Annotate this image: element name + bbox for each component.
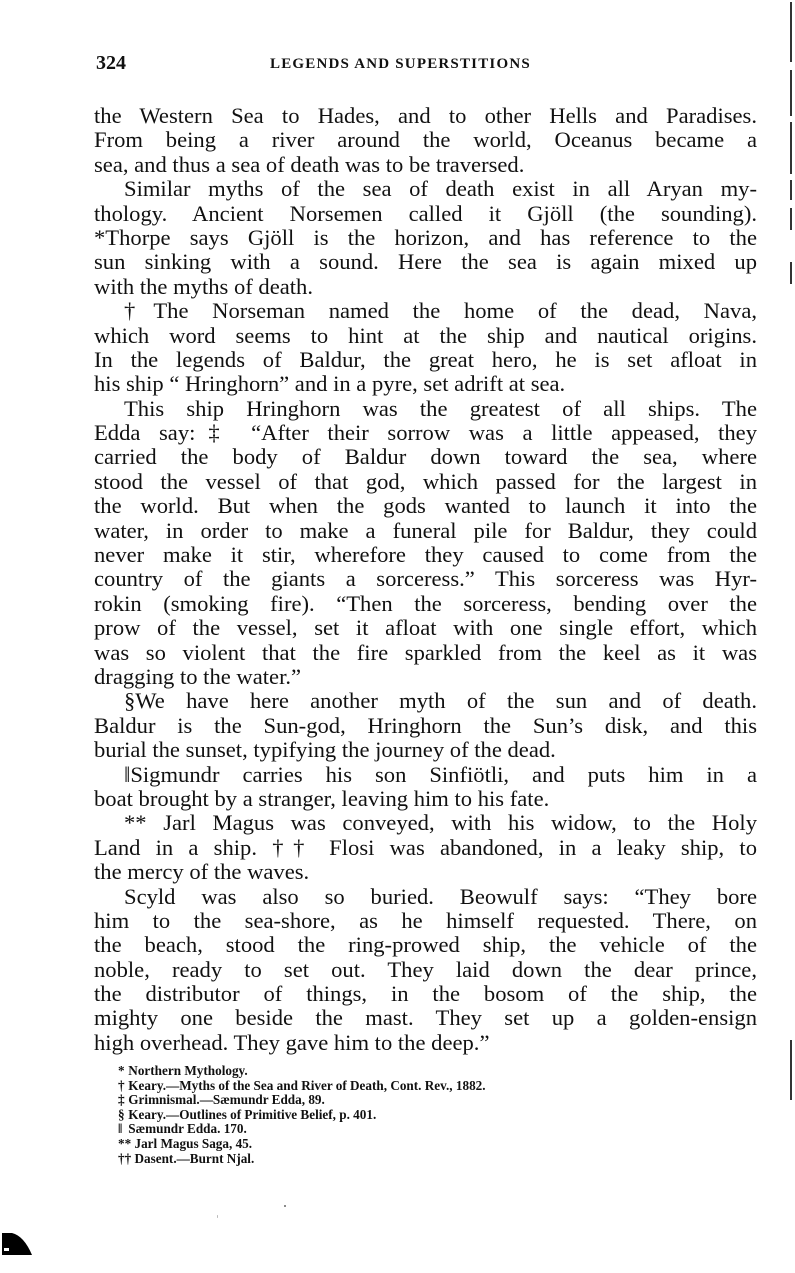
text-line: prow of the vessel, set it afloat with one single effort, which <box>94 615 757 641</box>
footnote-4 <box>118 1108 486 1123</box>
text-line: From being a river around the world, Oceanus became a <box>94 127 757 153</box>
text-line: §We have here another myth of the sun and of death. <box>124 688 757 714</box>
footnote-marker: ‖ <box>118 1121 123 1137</box>
text-line: Scyld was also so buried. Beowulf says: “They bore <box>124 883 757 909</box>
footnote-text: Jarl Magus Saga, 45. <box>134 1135 253 1151</box>
footnote-6 <box>118 1137 486 1152</box>
footnote-2 <box>118 1079 486 1094</box>
text-line: the mercy of the waves. <box>94 859 310 885</box>
text-line: Baldur is the Sun-god, Hringhorn the Sun’s disk, and this <box>94 712 757 738</box>
text-line: *Thorpe says Gjöll is the horizon, and has reference to the <box>94 224 757 250</box>
footnote-7 <box>118 1152 486 1167</box>
text-line: high overhead. They gave him to the deep.” <box>94 1029 490 1055</box>
text-line: ‖Sigmundr carries his son Sinfiötli, and puts him in a <box>124 761 757 787</box>
text-line: This ship Hringhorn was the greatest of all ships. The <box>124 395 757 421</box>
scan-speck <box>217 1215 218 1218</box>
footnote-marker: † <box>118 1077 125 1093</box>
footnotes <box>118 1064 486 1166</box>
footnote-3 <box>118 1093 486 1108</box>
footnote-text: Northern Mythology. <box>128 1063 248 1078</box>
text-line: Edda say:‡ “After their sorrow was a little appeased, they <box>94 420 757 446</box>
text-line: was so violent that the fire sparkled from the keel as it was <box>94 639 757 665</box>
footnote-marker: * <box>118 1063 125 1078</box>
text-line: ** Jarl Magus was conveyed, with his widow, to the Holy <box>124 810 757 836</box>
text-line: rokin (smoking fire). “Then the sorceress, bending over the <box>94 590 757 616</box>
footnote-1 <box>118 1064 486 1079</box>
footnote-text: Grimnismal.—Sæmundr Edda, 89. <box>128 1092 325 1108</box>
footnote-marker: †† <box>118 1150 132 1166</box>
running-head <box>96 52 756 78</box>
footnote-marker: ‡ <box>118 1092 125 1108</box>
text-line: which word seems to hint at the ship and nautical origins. <box>94 322 757 348</box>
scan-corner-mark-icon <box>2 1233 48 1255</box>
text-line: sun sinking with a sound. Here the sea is again mixed up <box>94 249 757 275</box>
text-line: noble, ready to set out. They laid down the dear prince, <box>94 956 757 982</box>
text-line: carried the body of Baldur down toward the sea, where <box>94 444 757 470</box>
text-line: water, in order to make a funeral pile for Baldur, they could <box>94 517 757 543</box>
footnote-5 <box>118 1122 486 1137</box>
text-line: the world. But when the gods wanted to launch it into the <box>94 493 757 519</box>
footnote-marker: § <box>118 1106 125 1122</box>
footnote-text: Sæmundr Edda. 170. <box>128 1121 247 1137</box>
text-line: mighty one beside the mast. They set up a golden-ensign <box>94 1005 757 1031</box>
text-line: burial the sunset, typifying the journey of the dead. <box>94 737 556 763</box>
text-line: the distributor of things, in the bosom of the ship, the <box>94 981 757 1007</box>
running-title: LEGENDS AND SUPERSTITIONS <box>270 56 531 72</box>
text-line: his ship “ Hringhorn” and in a pyre, set adrift at sea. <box>94 371 566 397</box>
text-line: the beach, stood the ring-prowed ship, the vehicle of the <box>94 932 757 958</box>
footnote-text: Keary.—Outlines of Primitive Belief, p. 401. <box>128 1106 377 1122</box>
footnote-text: Keary.—Myths of the Sea and River of Death, Cont. Rev., 1882. <box>128 1077 486 1093</box>
text-line: sea, and thus a sea of death was to be traversed. <box>94 151 525 177</box>
text-line: with the myths of death. <box>94 273 313 299</box>
text-line: Land in a ship. †† Flosi was abandoned, in a leaky ship, to <box>94 834 757 860</box>
text-line: In the legends of Baldur, the great hero, he is set afloat in <box>94 346 757 372</box>
text-line: never make it stir, wherefore they caused to come from the <box>94 542 757 568</box>
page-edge-line <box>790 0 792 1120</box>
text-line: †The Norseman named the home of the dead, Nava, <box>124 298 757 324</box>
text-line: thology. Ancient Norsemen called it Gjöll (the sounding). <box>94 200 757 226</box>
text-line: him to the sea-shore, as he himself requested. There, on <box>94 907 757 933</box>
page-number: 324 <box>96 52 126 74</box>
footnote-text: Dasent.—Burnt Njal. <box>134 1150 255 1166</box>
text-line: Similar myths of the sea of death exist in all Aryan my- <box>124 176 757 202</box>
text-line: the Western Sea to Hades, and to other Hells and Paradises. <box>94 103 757 128</box>
text-line: dragging to the water.” <box>94 663 302 689</box>
text-line: boat brought by a stranger, leaving him to his fate. <box>94 785 550 811</box>
footnote-marker: ** <box>118 1135 132 1151</box>
scan-speck <box>284 1205 286 1207</box>
text-line: country of the giants a sorceress.” This sorceress was Hyr- <box>94 566 757 592</box>
text-line: stood the vessel of that god, which passed for the largest in <box>94 468 757 494</box>
body-text <box>94 104 757 1055</box>
